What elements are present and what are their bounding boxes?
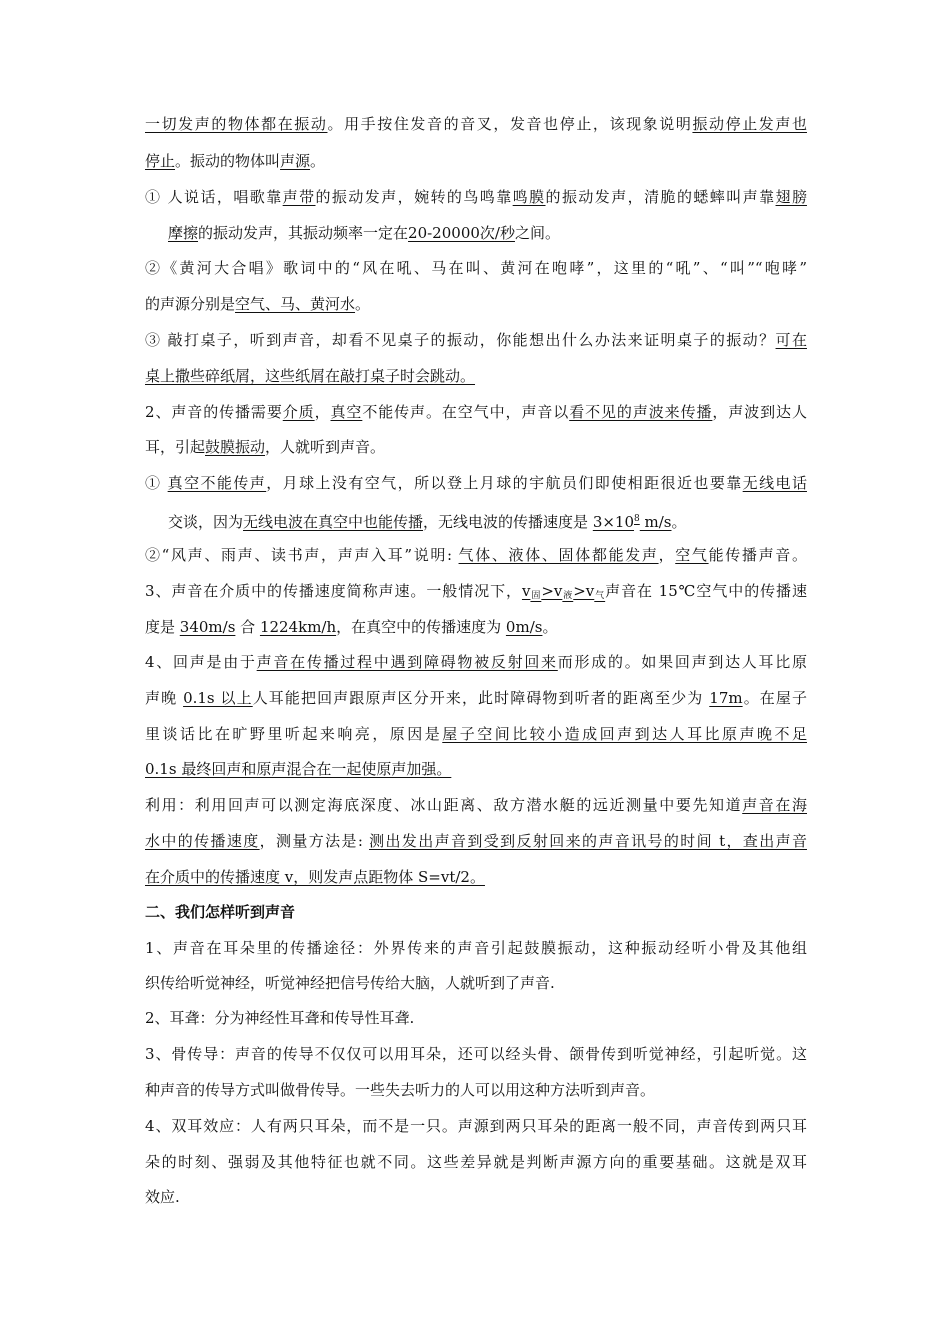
text-span: 耳，引起 bbox=[145, 438, 206, 456]
underlined-answer: 摩擦 bbox=[168, 224, 199, 242]
text-line bbox=[145, 1185, 807, 1209]
underlined-answer: 声音在海 bbox=[742, 796, 807, 814]
text-span: 2、耳聋：分为神经性耳聋和传导性耳聋. bbox=[145, 1009, 415, 1027]
text-line bbox=[145, 256, 807, 280]
text-span: 而形成的。如果回声到达人耳比原 bbox=[557, 653, 807, 671]
underlined-answer: 真空不能传声 bbox=[167, 474, 267, 492]
text-line bbox=[145, 1078, 807, 1102]
text-span: 之间。 bbox=[514, 224, 560, 242]
text-line bbox=[145, 543, 807, 567]
underlined-answer: 鸣膜 bbox=[512, 188, 546, 206]
underlined-answer: 空气、马、黄河水 bbox=[235, 295, 356, 313]
text-span: 的振动发声，其振动频率一定在 bbox=[198, 224, 409, 242]
text-span: 3、声音在介质中的传播速度简称声速。一般情况下， bbox=[145, 582, 522, 600]
underlined-answer: 屋子空间比较小造成回声到达人耳比原声晚不足 bbox=[442, 725, 807, 743]
text-span: ③ 敲打桌子，听到声音，却看不见桌子的振动，你能想出什么办法来证明桌子的振动？ bbox=[145, 331, 776, 349]
text-span: 利用：利用回声可以测定海底深度、冰山距离、敌方潜水艇的远近测量中要先知道 bbox=[145, 796, 743, 814]
text-line bbox=[145, 364, 807, 388]
underlined-answer: 0.1s 最终回声和原声混合在一起使原声加强。 bbox=[145, 760, 452, 778]
underlined-answer: 17m bbox=[709, 689, 743, 707]
text-line bbox=[145, 112, 807, 136]
text-line bbox=[145, 650, 807, 674]
underlined-answer: 桌上撒些碎纸屑，这些纸屑在敲打桌子时会跳动。 bbox=[145, 367, 476, 385]
text-span: 种声音的传导方式叫做骨传导。一些失去听力的人可以用这种方法听到声音。 bbox=[145, 1081, 656, 1099]
text-line bbox=[145, 865, 807, 889]
text-span: 2、声音的传播需要 bbox=[145, 403, 283, 421]
text-line bbox=[145, 1006, 807, 1030]
underlined-answer: 0m/s bbox=[505, 618, 543, 636]
underlined-answer: 翅膀 bbox=[775, 188, 807, 206]
text-line bbox=[145, 1114, 807, 1138]
text-span: 合 bbox=[235, 618, 260, 636]
underlined-answer: 无线电波在真空中也能传播 bbox=[243, 513, 424, 531]
text-span: 二、我们怎样听到声音 bbox=[145, 903, 296, 921]
text-span: ， bbox=[658, 546, 676, 564]
text-line bbox=[145, 149, 807, 173]
text-span: 不能传声。在空气中，声音以 bbox=[362, 403, 570, 421]
underlined-answer: 1224km/h bbox=[259, 618, 337, 636]
text-span: 人耳能把回声跟原声区分开来，此时障碍物到听者的距离至少为 bbox=[252, 689, 710, 707]
text-span: 里谈话比在旷野里听起来响亮，原因是 bbox=[145, 725, 443, 743]
text-line bbox=[145, 579, 807, 603]
underlined-answer: 声带 bbox=[282, 188, 316, 206]
text-line bbox=[145, 757, 807, 781]
section-heading bbox=[145, 900, 807, 924]
underlined-answer: 气体、液体、固体都能发声 bbox=[458, 546, 659, 564]
text-span: 能传播声音。 bbox=[708, 546, 807, 564]
text-line bbox=[145, 400, 807, 424]
text-span: 朵的时刻、强弱及其他特征也就不同。这些差异就是判断声源方向的重要基础。这就是双耳 bbox=[145, 1153, 807, 1171]
text-span: 。 bbox=[542, 618, 558, 636]
text-span: ，在真空中的传播速度为 bbox=[336, 618, 506, 636]
underlined-answer: 测出发出声音到受到反射回来的声音讯号的时间 t，查出声音 bbox=[369, 832, 807, 850]
underlined-answer: 停止 bbox=[145, 152, 176, 170]
text-span: 声晚 bbox=[145, 689, 184, 707]
underlined-answer: 介质 bbox=[282, 403, 315, 421]
text-span: 3、骨传导：声音的传导不仅仅可以用耳朵，还可以经头骨、颌骨传到听觉神经，引起听觉。这 bbox=[145, 1045, 807, 1063]
text-span: 。 bbox=[671, 513, 687, 531]
text-line bbox=[145, 435, 807, 459]
underlined-answer: 看不见的声波来传播 bbox=[569, 403, 713, 421]
text-span: 。 bbox=[310, 152, 326, 170]
text-span: ① bbox=[145, 474, 168, 492]
text-line bbox=[145, 793, 807, 817]
underlined-answer: v bbox=[521, 582, 531, 600]
text-span: ②《黄河大合唱》歌词中的“风在吼、马在叫、黄河在咆哮”，这里的“吼”、“叫”“咆哮” bbox=[145, 259, 807, 277]
underlined-answer: 3×10 bbox=[592, 513, 635, 531]
underlined-answer: 振动停止发声也 bbox=[692, 115, 807, 133]
underlined-answer: 空气 bbox=[675, 546, 709, 564]
underlined-answer: 液 bbox=[562, 591, 574, 601]
text-span: 交谈，因为 bbox=[168, 513, 244, 531]
text-line bbox=[168, 221, 807, 245]
text-span: ，月球上没有空气，所以登上月球的宇航员们即使相距很近也要靠 bbox=[266, 474, 743, 492]
text-line bbox=[145, 686, 807, 710]
text-line bbox=[145, 829, 807, 853]
text-span: 4、双耳效应：人有两只耳朵，而不是一只。声源到两只耳朵的距离一般不同，声音传到两只耳 bbox=[145, 1117, 807, 1135]
text-span: 效应. bbox=[145, 1188, 180, 1206]
underlined-answer: 声源 bbox=[280, 152, 311, 170]
underlined-answer: 声音在传播过程中遇到障碍物被反射回来 bbox=[256, 653, 558, 671]
underlined-answer: 340m/s bbox=[179, 618, 236, 636]
underlined-answer: 无线电话 bbox=[742, 474, 807, 492]
text-line bbox=[145, 1042, 807, 1066]
text-line bbox=[145, 1150, 807, 1174]
text-line bbox=[145, 471, 807, 495]
text-span: 4、回声是由于 bbox=[145, 653, 257, 671]
underlined-answer: 在介质中的传播速度 v，则发声点距物体 S=vt/2。 bbox=[145, 868, 485, 886]
underlined-answer: 8 bbox=[634, 514, 640, 524]
text-line bbox=[145, 722, 807, 746]
text-span: ，人就听到声音。 bbox=[265, 438, 386, 456]
underlined-answer: 可在 bbox=[775, 331, 807, 349]
text-span: 的振动发声，婉转的鸟鸣靠 bbox=[315, 188, 513, 206]
underlined-answer: 固 bbox=[530, 591, 542, 601]
text-line bbox=[145, 936, 807, 960]
text-span: 。振动的物体叫 bbox=[175, 152, 281, 170]
text-line bbox=[145, 328, 807, 352]
underlined-answer: >v bbox=[541, 582, 563, 600]
text-line bbox=[145, 971, 807, 995]
text-span: 的振动发声，清脆的蟋蟀叫声靠 bbox=[545, 188, 776, 206]
underlined-answer: 气 bbox=[594, 591, 606, 601]
underlined-answer: m/s bbox=[639, 513, 672, 531]
text-span: 。用手按住发音的音叉，发音也停止，该现象说明 bbox=[327, 115, 693, 133]
underlined-answer: 鼓膜振动 bbox=[205, 438, 266, 456]
text-span: ，声波到达人 bbox=[712, 403, 807, 421]
underlined-answer: >v bbox=[573, 582, 595, 600]
text-span: 的声源分别是 bbox=[145, 295, 236, 313]
text-span: ，测量方法是: bbox=[259, 832, 370, 850]
text-line bbox=[145, 185, 807, 209]
text-span: ，无线电波的传播速度是 bbox=[423, 513, 593, 531]
underlined-answer: 真空 bbox=[330, 403, 363, 421]
text-span: ① 人说话，唱歌靠 bbox=[145, 188, 283, 206]
text-span: 度是 bbox=[145, 618, 180, 636]
text-line bbox=[168, 507, 807, 531]
text-span: 。 bbox=[355, 295, 371, 313]
underlined-answer: 20-20000次/秒 bbox=[408, 224, 515, 242]
text-span: 声音在 15℃空气中的传播速 bbox=[605, 582, 807, 600]
text-span: 织传给听觉神经，听觉神经把信号传给大脑，人就听到了声音. bbox=[145, 974, 555, 992]
text-span: 。在屋子 bbox=[742, 689, 807, 707]
underlined-answer: 一切发声的物体都在振动 bbox=[145, 115, 328, 133]
underlined-answer: 水中的传播速度 bbox=[145, 832, 260, 850]
text-span: ， bbox=[314, 403, 331, 421]
underlined-answer: 0.1s 以上 bbox=[183, 689, 253, 707]
text-line bbox=[145, 615, 807, 639]
text-line bbox=[145, 292, 807, 316]
text-span: ②“风声、雨声、读书声，声声入耳”说明: bbox=[145, 546, 459, 564]
text-span: 1、声音在耳朵里的传播途径：外界传来的声音引起鼓膜振动，这种振动经听小骨及其他组 bbox=[145, 939, 807, 957]
